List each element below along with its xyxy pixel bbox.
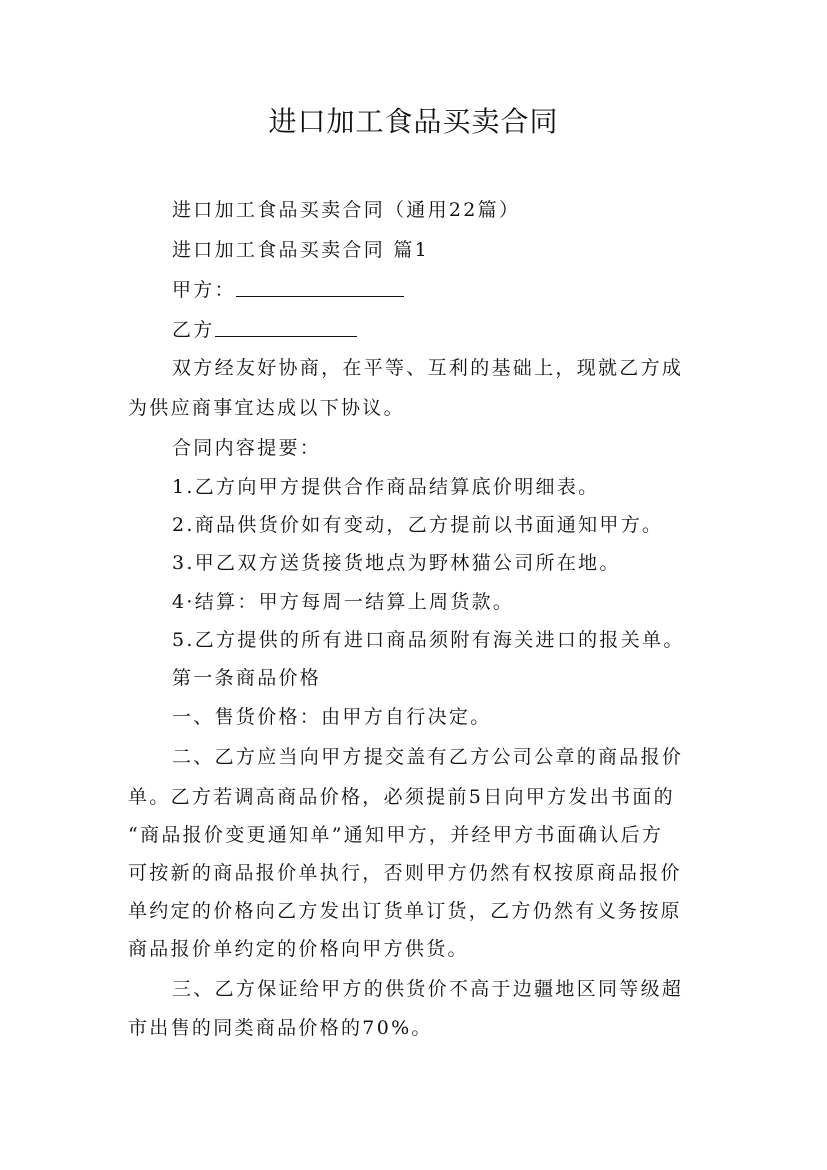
doc-line: 3.甲乙双方送货接货地点为野林猫公司所在地。 (172, 552, 621, 574)
doc-line: 1.乙方向甲方提供合作商品结算底价明细表。 (172, 476, 600, 498)
doc-line: 进口加工食品买卖合同 篇1 (172, 239, 430, 261)
doc-line: 为供应商事宜达成以下协议。 (128, 397, 405, 419)
doc-line: 市出售的同类商品价格的70%。 (128, 1017, 433, 1039)
doc-line: 一、售货价格：由甲方自行决定。 (172, 706, 492, 728)
doc-line: 单约定的价格向乙方发出订货单订货，乙方仍然有义务按原 (128, 900, 682, 922)
doc-line: 4·结算：甲方每周一结算上周货款。 (172, 591, 515, 613)
party-b-line (172, 318, 357, 342)
party-a-label: 甲方： (172, 279, 236, 301)
doc-line: 商品报价单约定的价格向甲方供货。 (128, 938, 469, 960)
party-a-blank (236, 278, 404, 297)
party-b-label: 乙方 (172, 319, 215, 341)
party-a-line (172, 278, 404, 302)
doc-line: 可按新的商品报价单执行，否则甲方仍然有权按原商品报价 (128, 862, 682, 884)
doc-line: 2.商品供货价如有变动，乙方提前以书面通知甲方。 (172, 514, 664, 536)
doc-line: 双方经友好协商，在平等、互利的基础上，现就乙方成 (172, 357, 684, 379)
party-b-blank (215, 318, 357, 337)
doc-line: “商品报价变更通知单”通知甲方，并经甲方书面确认后方 (128, 824, 664, 846)
doc-line: 三、乙方保证给甲方的供货价不高于边疆地区同等级超 (172, 978, 684, 1000)
doc-line: 合同内容提要： (172, 437, 322, 459)
document-title: 进口加工食品买卖合同 (268, 105, 559, 138)
doc-line: 进口加工食品买卖合同（通用22篇） (172, 199, 521, 221)
doc-line: 二、乙方应当向甲方提交盖有乙方公司公章的商品报价 (172, 746, 684, 768)
doc-line: 5.乙方提供的所有进口商品须附有海关进口的报关单。 (172, 629, 685, 651)
section-heading: 第一条商品价格 (172, 667, 322, 689)
doc-line: 单。乙方若调高商品价格，必须提前5日向甲方发出书面的 (128, 786, 675, 808)
